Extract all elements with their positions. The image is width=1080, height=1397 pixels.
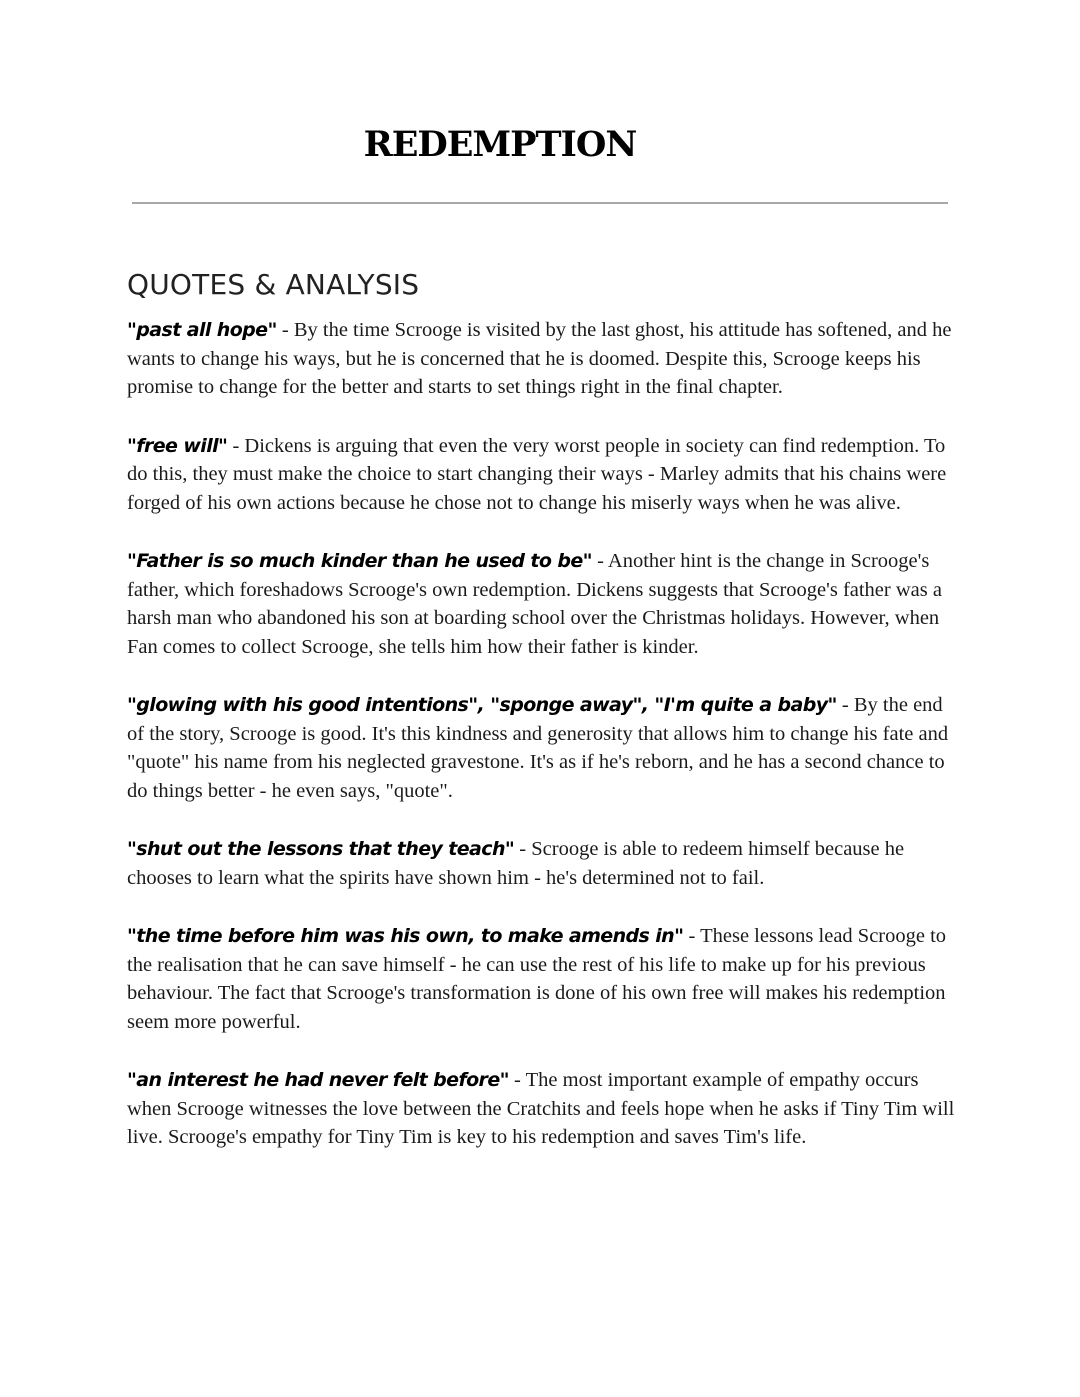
analysis-text: Dickens is arguing that even the very worst people in society can find redemption. To do this, they must make the choice to start changing their ways - Marley admits that his chains were forged of his own actions because he chose not to change his miserly ways when he was alive.	[127, 434, 947, 514]
analysis-text: Another hint is the change in Scrooge's father, which foreshadows Scrooge's own redemption. Dickens suggests that Scrooge's father was a harsh man who abandoned his son at boarding school over the Christmas holidays. However, when Fan comes to collect Scrooge, she tells him how their father is kinder.	[127, 550, 942, 658]
quote-entry	[127, 691, 957, 805]
analysis-text: By the time Scrooge is visited by the last ghost, his attitude has softened, and he wants to change his ways, but he is concerned that he is doomed. Despite this, Scrooge keeps his promise to change for the better and starts to set things right in the final chapter.	[127, 319, 952, 398]
quote-entry	[127, 316, 957, 402]
quote-analysis-list	[127, 316, 957, 1182]
quote-entry	[127, 432, 957, 518]
quote-entry	[127, 1066, 957, 1152]
quote-text: "glowing with his good intentions", "sponge away", "I'm quite a baby"	[127, 694, 837, 716]
quote-separator: -	[836, 694, 854, 716]
quote-separator: -	[683, 925, 701, 947]
title-divider	[132, 202, 948, 204]
analysis-text: These lessons lead Scrooge to the realisation that he can save himself - he can use the rest of his life to make up for his previous behaviour. The fact that Scrooge's transformation is done of his own free will makes his redemption seem more powerful.	[127, 925, 947, 1033]
quote-separator: -	[227, 434, 245, 457]
quote-text: "Father is so much kinder than he used to be"	[127, 550, 592, 572]
quote-text: "shut out the lessons that they teach"	[127, 838, 515, 860]
analysis-text: Scrooge is able to redeem himself because he chooses to learn what the spirits have shown him - he's determined not to fail.	[127, 838, 905, 889]
quote-separator: -	[514, 838, 532, 860]
section-heading: QUOTES & ANALYSIS	[127, 268, 420, 301]
quote-entry	[127, 547, 957, 661]
quote-text: "past all hope"	[127, 319, 277, 341]
quote-text: "an interest he had never felt before"	[127, 1069, 509, 1091]
page-title: REDEMPTION	[363, 124, 637, 165]
quote-text: "the time before him was his own, to make amends in"	[127, 925, 684, 947]
quote-separator: -	[591, 550, 608, 572]
quote-separator: -	[276, 319, 294, 341]
quote-entry	[127, 835, 957, 892]
analysis-text: The most important example of empathy occurs when Scrooge witnesses the love between the Cratchits and feels hope when he asks if Tiny Tim will live. Scrooge's empathy for Tiny Tim is key to his redemption and saves Tim's life.	[127, 1069, 955, 1148]
quote-separator: -	[508, 1069, 526, 1091]
quote-text: "free will"	[127, 434, 228, 457]
quote-entry	[127, 922, 957, 1036]
analysis-text: By the end of the story, Scrooge is good. It's this kindness and generosity that allows him to change his fate and "quote" his name from his neglected gravestone. It's as if he's reborn, and he has a second chance to do things better - he even says, "quote".	[127, 694, 949, 802]
